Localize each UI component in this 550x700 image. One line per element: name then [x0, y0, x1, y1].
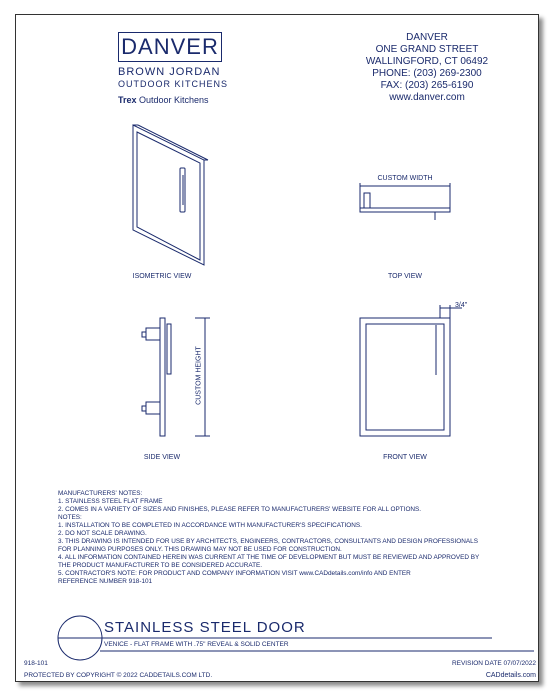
reference-number: 918-101 — [24, 660, 48, 667]
revision-date: REVISION DATE 07/07/2022 — [451, 660, 536, 667]
top-view-drawing — [360, 183, 450, 220]
front-view-label: FRONT VIEW — [383, 454, 427, 461]
company-address: DANVER ONE GRAND STREET WALLINGFORD, CT 06492 PHONE: (203) 269-2300 FAX: (203) 265-6190 www.danver.com — [365, 32, 489, 103]
drawing-subtitle: VENICE - FLAT FRAME WITH .75" REVEAL & SOLID CENTER — [104, 641, 289, 648]
isometric-door-drawing — [133, 125, 208, 265]
danver-logo: DANVER — [118, 32, 222, 62]
custom-width-label: CUSTOM WIDTH — [377, 175, 433, 182]
drawing-title: STAINLESS STEEL DOOR — [104, 619, 306, 636]
reveal-dimension-label: 3/4" — [455, 302, 468, 309]
top-view-label: TOP VIEW — [388, 273, 422, 280]
front-view-drawing — [360, 305, 462, 436]
brand-outdoor-kitchens: OUTDOOR KITCHENS — [118, 79, 229, 89]
custom-height-label: CUSTOM HEIGHT — [195, 346, 203, 405]
notes-block: MANUFACTURERS' NOTES: 1. STAINLESS STEEL FLAT FRAME 2. COMES IN A VARIETY OF SIZES AND FINISHES, PLEASE REFER TO MANUFACTURERS' WEBSITE FOR ALL OPTIONS. NOTES: 1. INSTALLATION TO BE COMPLETED IN ACCORDANCE WITH MANUFACTURER'S SPECIFICATIONS. 2. DO NOT SCALE DRAWING. 3. THIS DRAWING IS INTENDED FOR USE BY ARCHITECTS, ENGINEERS, CONTRACTORS, CONSULTANTS AND DESIGN PROFESSIONALS FOR PLANNING PURPOSES ONLY. THIS DRAWING MAY NOT BE USED FOR CONSTRUCTION. 4. ALL INFORMATION CONTAINED HEREIN WAS CURRENT AT THE TIME OF DEVELOPMENT BUT MUST BE REVIEWED AND APPROVED BY THE PRODUCT MANUFACTURER TO BE CONSIDERED ACCURATE. 5. CONTRACTOR'S NOTE: FOR PRODUCT AND COMPANY INFORMATION VISIT www.CADdetails.com/info AND ENTER REFERENCE NUMBER 918-101 — [58, 490, 480, 585]
side-view-label: SIDE VIEW — [143, 454, 181, 461]
site-link[interactable]: CADdetails.com — [485, 672, 536, 679]
isometric-view-label: ISOMETRIC VIEW — [132, 273, 192, 280]
copyright-notice: PROTECTED BY COPYRIGHT © 2022 CADDETAILS.COM LTD. — [24, 672, 213, 679]
brand-trex: Trex Outdoor Kitchens — [118, 95, 209, 105]
brand-brown-jordan: BROWN JORDAN — [118, 66, 221, 78]
